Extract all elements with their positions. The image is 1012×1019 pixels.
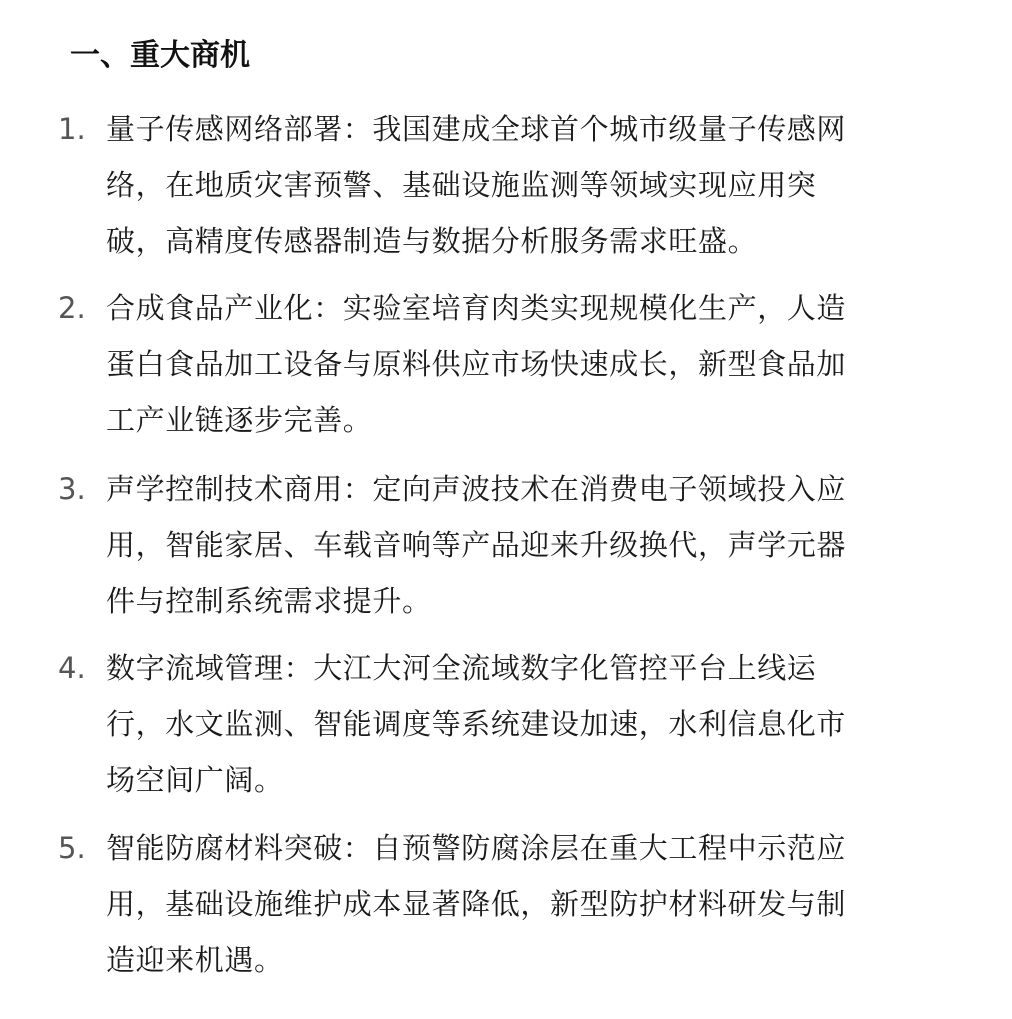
item-text-line: 场空间广阔。	[106, 763, 284, 797]
item-text	[106, 640, 926, 808]
item-text-line: 量子传感网络部署：我国建成全球首个城市级量子传感网	[106, 112, 847, 146]
item-text-line: 智能防腐材料突破：自预警防腐涂层在重大工程中示范应	[106, 831, 847, 865]
item-number: 3.	[58, 472, 86, 506]
item-text-line: 件与控制系统需求提升。	[106, 584, 432, 618]
item-text-line: 合成食品产业化：实验室培育肉类实现规模化生产，人造	[106, 291, 847, 325]
item-text-line: 造迎来机遇。	[106, 943, 284, 977]
item-number: 2.	[58, 291, 86, 325]
item-number: 5.	[58, 831, 86, 865]
item-text-line: 声学控制技术商用：定向声波技术在消费电子领域投入应	[106, 472, 847, 506]
item-text-line: 蛋白食品加工设备与原料供应市场快速成长，新型食品加	[106, 347, 847, 381]
item-number: 4.	[58, 651, 86, 685]
section-heading: 一、重大商机	[70, 38, 250, 73]
item-text-line: 络，在地质灾害预警、基础设施监测等领域实现应用突	[106, 168, 817, 202]
item-text-line: 用，智能家居、车载音响等产品迎来升级换代，声学元器	[106, 528, 847, 562]
item-text-line: 用，基础设施维护成本显著降低，新型防护材料研发与制	[106, 887, 847, 921]
item-text-line: 数字流域管理：大江大河全流域数字化管控平台上线运	[106, 651, 817, 685]
item-text	[106, 820, 926, 988]
item-text	[106, 461, 926, 629]
item-text-line: 行，水文监测、智能调度等系统建设加速，水利信息化市	[106, 707, 847, 741]
item-number: 1.	[58, 112, 86, 146]
item-text-line: 工产业链逐步完善。	[106, 403, 373, 437]
item-text	[106, 280, 926, 448]
item-text-line: 破，高精度传感器制造与数据分析服务需求旺盛。	[106, 224, 758, 258]
item-text	[106, 101, 926, 269]
